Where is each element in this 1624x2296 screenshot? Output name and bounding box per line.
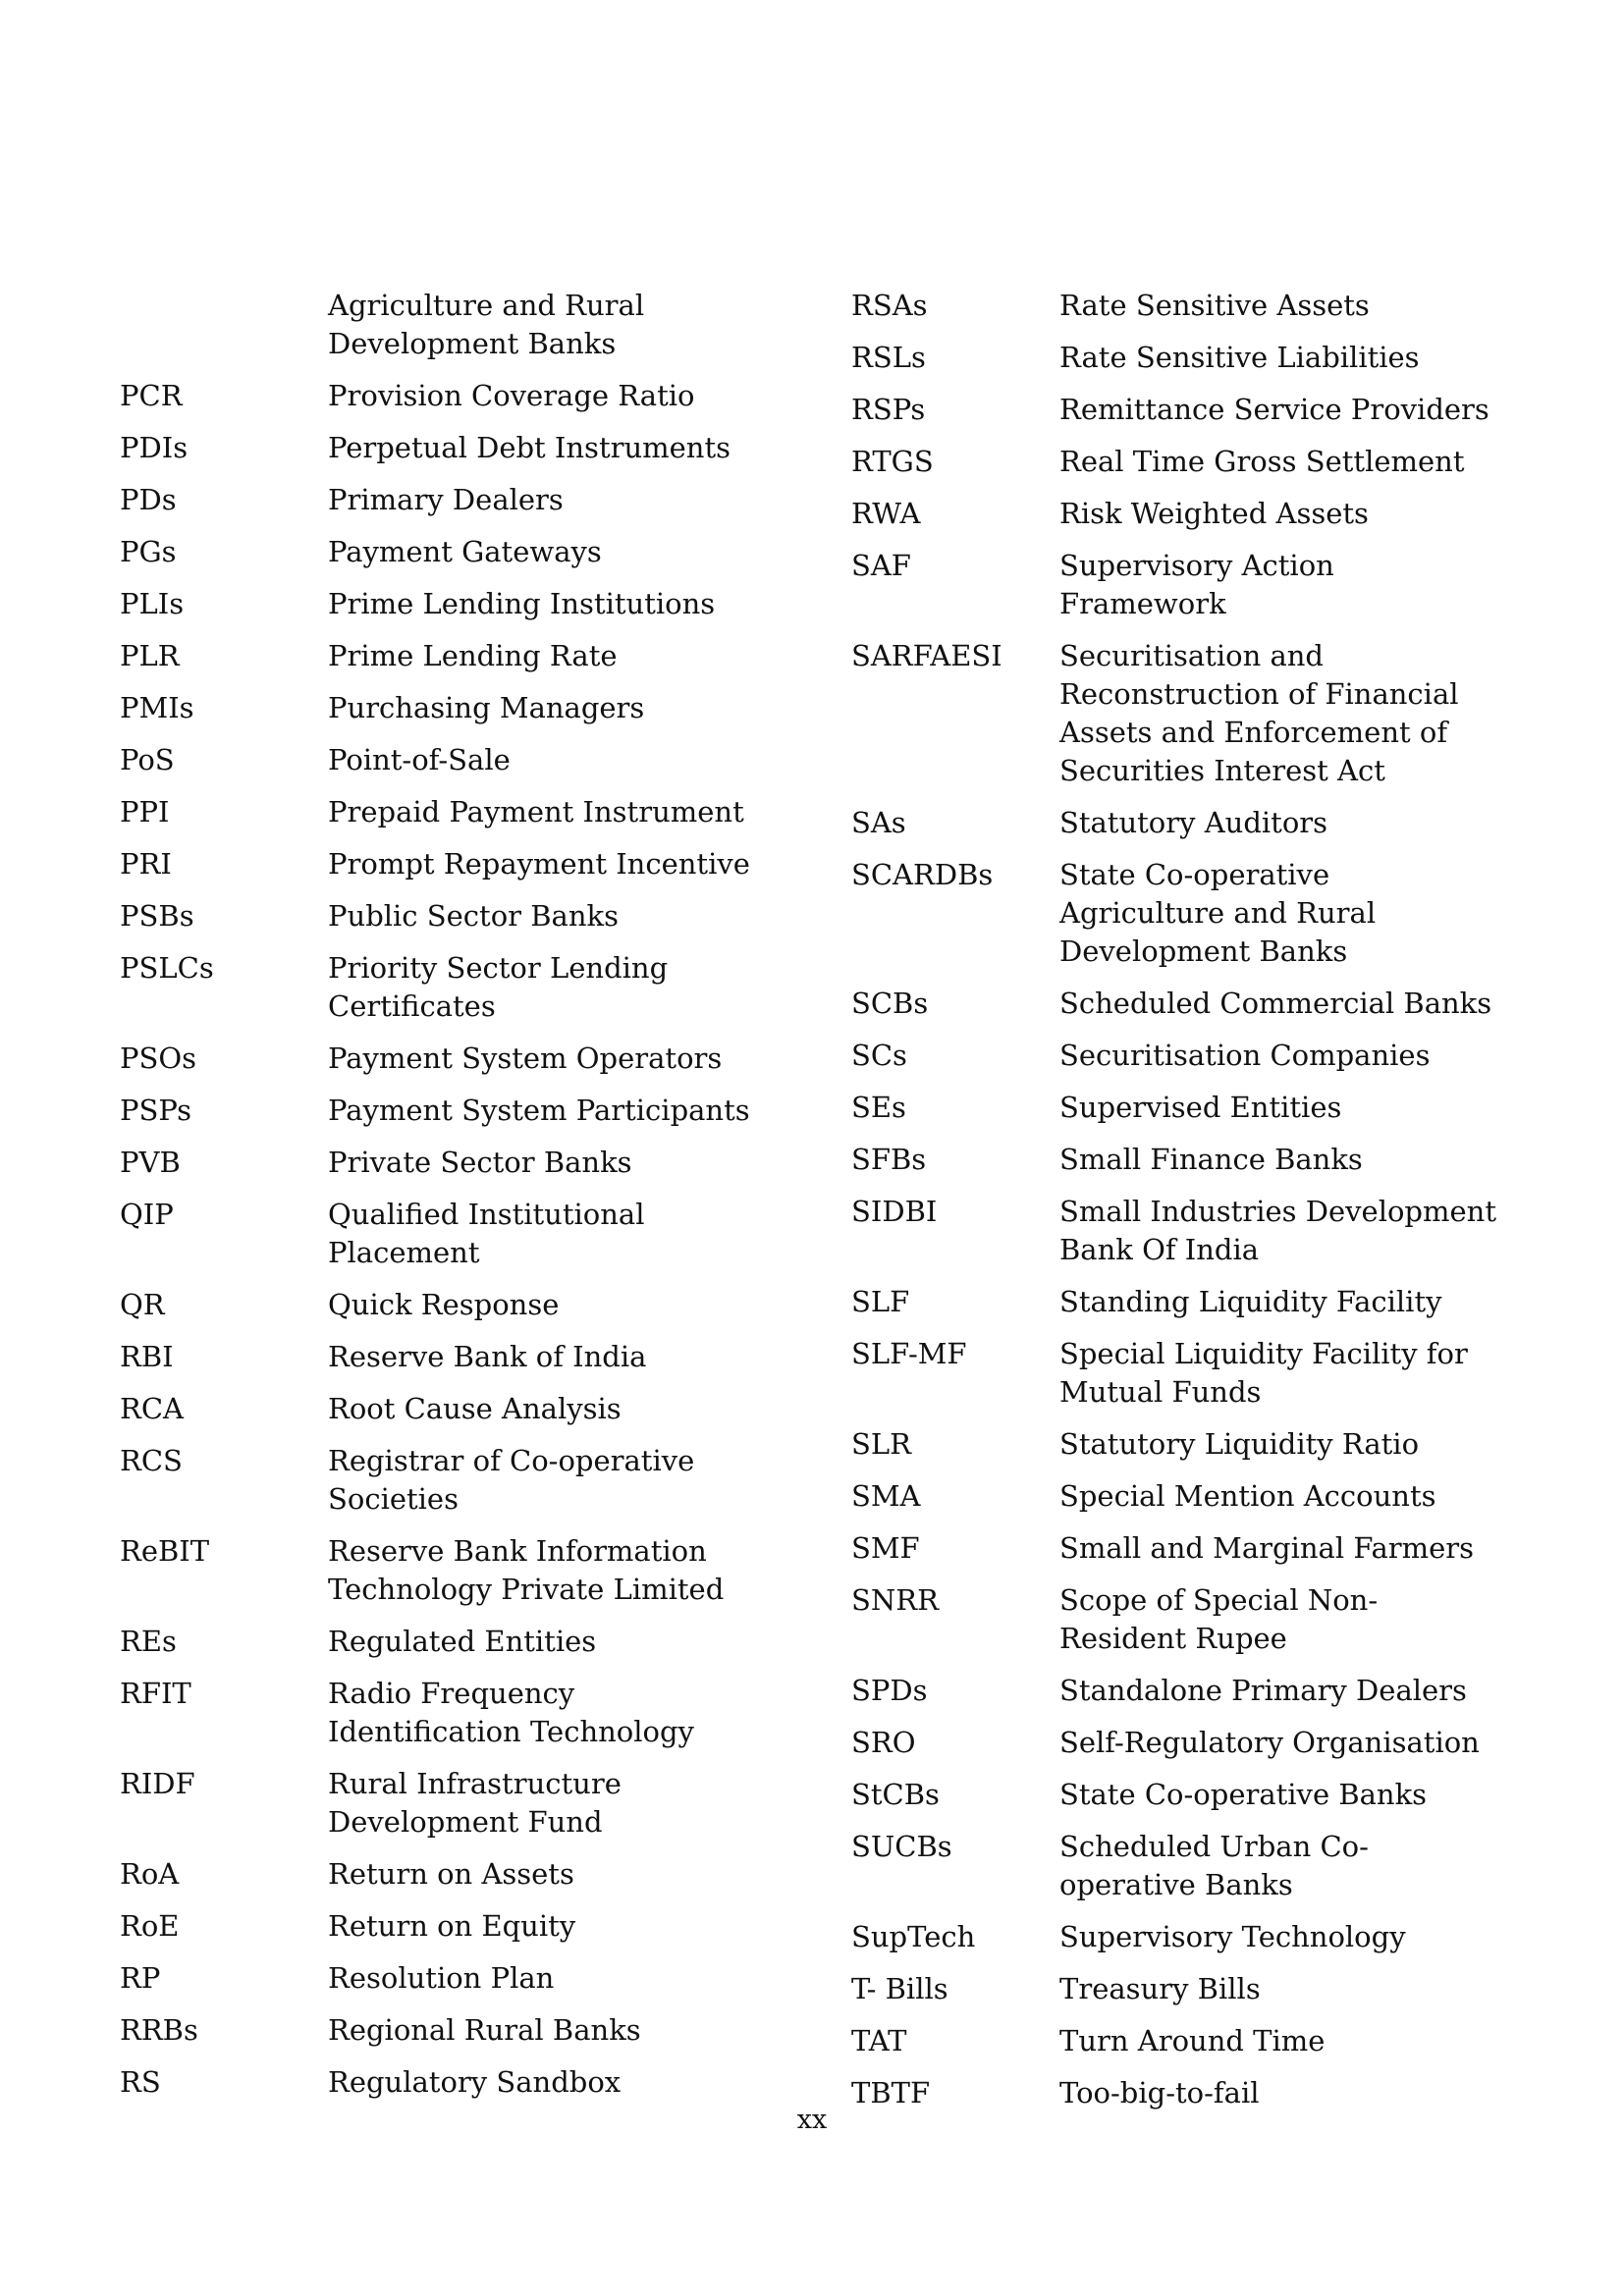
abbreviation-meaning: Standalone Primary Dealers — [1059, 1674, 1467, 1707]
abbreviation-entry — [851, 287, 1529, 325]
abbreviation-meaning: Purchasing Managers — [328, 691, 645, 724]
abbreviation-meaning: Priority Sector Lending Certificates — [328, 951, 669, 1023]
abbreviation-term: RIDF — [120, 1767, 195, 1800]
abbreviation-term: PVB — [120, 1146, 181, 1179]
abbreviation-entry — [851, 2022, 1529, 2060]
abbreviation-meaning: Prompt Repayment Incentive — [328, 847, 750, 881]
abbreviation-meaning: Payment Gateways — [328, 535, 602, 568]
abbreviation-term: SARFAESI — [851, 639, 1002, 672]
abbreviation-term: SLR — [851, 1427, 911, 1461]
abbreviation-term: RCA — [120, 1392, 184, 1425]
abbreviation-term: ReBIT — [120, 1534, 210, 1568]
abbreviation-meaning: Private Sector Banks — [328, 1146, 632, 1179]
abbreviation-meaning: Provision Coverage Ratio — [328, 379, 695, 412]
abbreviation-entry — [120, 741, 797, 779]
abbreviation-entry — [120, 377, 797, 415]
abbreviation-entry — [851, 804, 1529, 842]
abbreviation-meaning: Rate Sensitive Assets — [1059, 289, 1370, 322]
abbreviation-entry — [851, 1477, 1529, 1516]
abbreviation-term: SMF — [851, 1531, 920, 1565]
abbreviation-meaning: Resolution Plan — [328, 1961, 555, 1995]
abbreviation-entry — [851, 985, 1529, 1023]
abbreviation-meaning: Remittance Service Providers — [1059, 393, 1489, 426]
abbreviation-term: SLF — [851, 1285, 910, 1318]
abbreviation-term: RP — [120, 1961, 161, 1995]
abbreviation-entry — [851, 1283, 1529, 1321]
abbreviation-term: PLR — [120, 639, 180, 672]
abbreviation-term: SRO — [851, 1726, 916, 1759]
abbreviation-meaning: Scope of Special Non-Resident Rupee — [1059, 1583, 1379, 1655]
abbreviation-entry — [120, 1286, 797, 1324]
abbreviation-entry — [120, 1907, 797, 1946]
abbreviation-entry — [851, 1672, 1529, 1710]
abbreviation-entry — [120, 1765, 797, 1842]
abbreviation-meaning: Regional Rural Banks — [328, 2013, 641, 2047]
abbreviation-term: RSAs — [851, 289, 928, 322]
abbreviation-entry — [120, 481, 797, 519]
abbreviation-entry — [120, 1623, 797, 1661]
abbreviation-entry — [120, 1442, 797, 1519]
abbreviation-term: SFBs — [851, 1143, 927, 1176]
abbreviation-entry — [120, 1959, 797, 1998]
abbreviation-term: PDs — [120, 483, 177, 516]
abbreviation-entry — [851, 443, 1529, 481]
abbreviation-term: SLF-MF — [851, 1337, 967, 1370]
abbreviation-entry — [851, 1776, 1529, 1814]
abbreviation-entry — [851, 1089, 1529, 1127]
abbreviation-term: RFIT — [120, 1677, 191, 1710]
abbreviation-meaning: Registrar of Co-operative Societies — [328, 1444, 695, 1516]
abbreviation-meaning: Small Finance Banks — [1059, 1143, 1363, 1176]
abbreviation-term: SCs — [851, 1039, 907, 1072]
abbreviation-meaning: Standing Liquidity Facility — [1059, 1285, 1442, 1318]
abbreviation-meaning: Statutory Auditors — [1059, 806, 1328, 839]
abbreviation-entry — [120, 845, 797, 883]
abbreviation-entry — [120, 1144, 797, 1182]
abbreviation-meaning: Rural Infrastructure Development Fund — [328, 1767, 622, 1839]
abbreviation-meaning: Qualified Institutional Placement — [328, 1198, 645, 1269]
abbreviations-left-column — [120, 287, 797, 2115]
abbreviation-meaning: Supervisory Action Framework — [1059, 549, 1334, 620]
abbreviation-entry — [851, 1335, 1529, 1412]
abbreviation-term: RTGS — [851, 445, 934, 478]
abbreviation-meaning: Scheduled Commercial Banks — [1059, 987, 1492, 1020]
abbreviation-term: SIDBI — [851, 1195, 938, 1228]
abbreviation-term: TAT — [851, 2024, 907, 2057]
abbreviation-term: RSLs — [851, 341, 926, 374]
abbreviation-meaning: Reserve Bank of India — [328, 1340, 647, 1373]
abbreviation-entry — [851, 1970, 1529, 2008]
abbreviation-meaning: Perpetual Debt Instruments — [328, 431, 731, 464]
abbreviation-meaning: Rate Sensitive Liabilities — [1059, 341, 1420, 374]
abbreviation-term: PPI — [120, 795, 170, 828]
page-number: xx — [796, 2105, 828, 2135]
abbreviation-meaning: Turn Around Time — [1059, 2024, 1326, 2057]
abbreviation-term: PoS — [120, 743, 175, 776]
abbreviation-entry — [120, 1196, 797, 1272]
abbreviation-meaning: Return on Assets — [328, 1857, 574, 1891]
abbreviation-entry — [120, 2011, 797, 2050]
abbreviation-meaning: Supervisory Technology — [1059, 1920, 1406, 1953]
abbreviation-term: SCBs — [851, 987, 929, 1020]
abbreviation-meaning: Regulatory Sandbox — [328, 2065, 622, 2099]
abbreviation-meaning: Quick Response — [328, 1288, 560, 1321]
abbreviation-term: RSPs — [851, 393, 926, 426]
abbreviation-term: SupTech — [851, 1920, 976, 1953]
abbreviation-entry — [851, 1918, 1529, 1956]
abbreviation-entry — [120, 949, 797, 1026]
abbreviation-term: SMA — [851, 1479, 921, 1513]
abbreviation-meaning: Self-Regulatory Organisation — [1059, 1726, 1480, 1759]
abbreviation-term: RBI — [120, 1340, 174, 1373]
abbreviation-term: RoE — [120, 1909, 180, 1943]
abbreviation-meaning: Payment System Participants — [328, 1094, 750, 1127]
abbreviation-meaning: Return on Equity — [328, 1909, 576, 1943]
abbreviation-entry — [851, 547, 1529, 623]
abbreviation-meaning: Statutory Liquidity Ratio — [1059, 1427, 1420, 1461]
abbreviation-term: RoA — [120, 1857, 180, 1891]
abbreviation-meaning: Small Industries Development Bank Of India — [1059, 1195, 1496, 1266]
abbreviation-meaning: Scheduled Urban Co-operative Banks — [1059, 1830, 1369, 1901]
abbreviation-meaning: Agriculture and Rural Development Banks — [328, 289, 645, 360]
abbreviation-entry — [120, 1532, 797, 1609]
abbreviation-entry — [851, 339, 1529, 377]
abbreviation-meaning: Prime Lending Institutions — [328, 587, 716, 620]
abbreviation-meaning: Point-of-Sale — [328, 743, 511, 776]
abbreviation-term: QR — [120, 1288, 165, 1321]
abbreviation-meaning: Small and Marginal Farmers — [1059, 1531, 1475, 1565]
abbreviation-meaning: Securitisation and Reconstruction of Financial Assets and Enforcement of Securities Interest Act — [1059, 639, 1459, 787]
abbreviation-term: SPDs — [851, 1674, 928, 1707]
abbreviation-term: PSPs — [120, 1094, 191, 1127]
abbreviation-term: PSLCs — [120, 951, 214, 985]
abbreviation-entry — [851, 1724, 1529, 1762]
abbreviation-entry — [851, 1141, 1529, 1179]
abbreviation-entry — [120, 585, 797, 623]
abbreviation-term: PLIs — [120, 587, 185, 620]
abbreviation-meaning: State Co-operative Agriculture and Rural Development Banks — [1059, 858, 1377, 968]
abbreviation-entry — [851, 1529, 1529, 1568]
abbreviation-entry — [120, 1855, 797, 1894]
abbreviation-meaning: Supervised Entities — [1059, 1091, 1342, 1124]
abbreviation-meaning: Treasury Bills — [1059, 1972, 1261, 2005]
abbreviation-entry — [851, 391, 1529, 429]
abbreviation-term: QIP — [120, 1198, 174, 1231]
abbreviation-term: PCR — [120, 379, 183, 412]
abbreviation-meaning: Risk Weighted Assets — [1059, 497, 1369, 530]
abbreviation-term: PRI — [120, 847, 172, 881]
abbreviation-entry — [120, 637, 797, 675]
abbreviation-meaning: Prepaid Payment Instrument — [328, 795, 744, 828]
abbreviation-entry — [851, 495, 1529, 533]
abbreviation-term: PMIs — [120, 691, 194, 724]
abbreviation-meaning: Securitisation Companies — [1059, 1039, 1431, 1072]
abbreviation-entry — [120, 1092, 797, 1130]
abbreviation-meaning: Payment System Operators — [328, 1041, 723, 1075]
abbreviation-meaning: Real Time Gross Settlement — [1059, 445, 1465, 478]
abbreviation-entry — [851, 1581, 1529, 1658]
abbreviation-entry — [851, 1425, 1529, 1464]
abbreviation-entry — [120, 429, 797, 467]
abbreviation-meaning: Regulated Entities — [328, 1625, 597, 1658]
abbreviation-term: PSBs — [120, 899, 194, 933]
abbreviation-entry — [120, 1390, 797, 1428]
abbreviation-entry — [120, 897, 797, 935]
abbreviation-meaning: Reserve Bank Information Technology Private Limited — [328, 1534, 725, 1606]
abbreviation-term: TBTF — [851, 2076, 931, 2109]
abbreviation-entry — [851, 856, 1529, 971]
abbreviation-term: RRBs — [120, 2013, 198, 2047]
abbreviation-entry — [120, 793, 797, 831]
abbreviation-term: SCARDBs — [851, 858, 994, 891]
abbreviation-term: T- Bills — [851, 1972, 948, 2005]
abbreviations-right-column — [851, 287, 1529, 2126]
abbreviation-entry — [851, 637, 1529, 790]
abbreviation-meaning: Radio Frequency Identification Technology — [328, 1677, 694, 1748]
abbreviation-term: SEs — [851, 1091, 906, 1124]
abbreviation-term: SAF — [851, 549, 911, 582]
abbreviation-entry — [851, 1037, 1529, 1075]
abbreviation-term: SNRR — [851, 1583, 939, 1617]
abbreviation-term: PGs — [120, 535, 177, 568]
abbreviation-term: RWA — [851, 497, 921, 530]
abbreviation-entry — [851, 1193, 1529, 1269]
abbreviation-meaning: Root Cause Analysis — [328, 1392, 622, 1425]
abbreviation-term: SAs — [851, 806, 906, 839]
abbreviation-meaning: Special Mention Accounts — [1059, 1479, 1436, 1513]
abbreviation-entry — [851, 1828, 1529, 1904]
abbreviation-entry — [120, 689, 797, 727]
abbreviation-entry — [120, 1040, 797, 1078]
abbreviation-meaning: Special Liquidity Facility for Mutual Funds — [1059, 1337, 1468, 1409]
abbreviation-term: REs — [120, 1625, 177, 1658]
abbreviation-meaning: Prime Lending Rate — [328, 639, 618, 672]
abbreviation-term: PDIs — [120, 431, 189, 464]
abbreviation-entry — [120, 287, 797, 363]
abbreviation-entry — [120, 1675, 797, 1751]
abbreviation-entry — [120, 1338, 797, 1376]
abbreviation-term: PSOs — [120, 1041, 197, 1075]
abbreviation-term: SUCBs — [851, 1830, 952, 1863]
abbreviation-term: StCBs — [851, 1778, 940, 1811]
abbreviation-meaning: Too-big-to-fail — [1059, 2076, 1260, 2109]
abbreviation-meaning: Primary Dealers — [328, 483, 564, 516]
abbreviation-entry — [120, 2063, 797, 2102]
abbreviation-meaning: State Co-operative Banks — [1059, 1778, 1428, 1811]
abbreviation-term: RS — [120, 2065, 161, 2099]
abbreviation-entry — [120, 533, 797, 571]
abbreviation-term: RCS — [120, 1444, 183, 1477]
abbreviation-meaning: Public Sector Banks — [328, 899, 619, 933]
